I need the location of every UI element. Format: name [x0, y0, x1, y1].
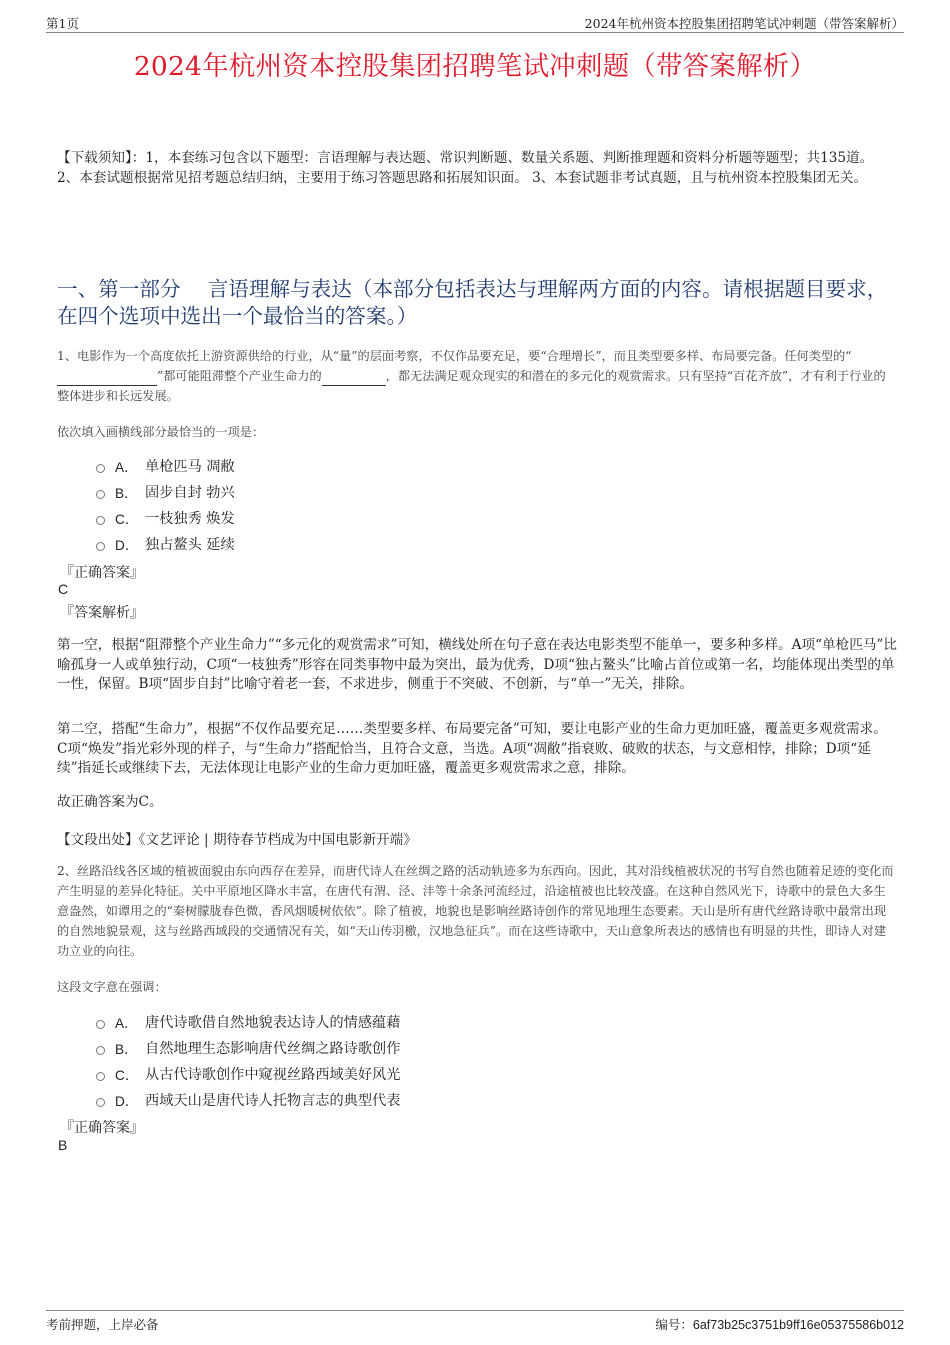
radio-icon[interactable]: [96, 1046, 105, 1055]
code-label: 编号：: [655, 1317, 693, 1332]
header-doc-title: 2024年杭州资本控股集团招聘笔试冲刺题（带答案解析）: [584, 16, 904, 31]
analysis-paragraph-2: 第二空，搭配“生命力”，根据“不仅作品要充足……类型要多样、布局要完备”可知，要让电影产业的生命力更加旺盛，覆盖更多观赏需求。C项“焕发”指光彩外现的样子，与“生命力”搭配恰当，且符合文意，当选。A项“凋敝”指衰败、破败的状态，与文意相悖，排除；D项“延续”指延长或继续下去，无法体现让电影产业的生命力更加旺盛，覆盖更多观赏需求之意，排除。: [57, 721, 887, 776]
q1-text-part-a: 1、电影作为一个高度依托上游资源供给的行业，从“量”的层面考察，不仅作品要充足，要“合理增长”，而且类型要多样、布局要完备。任何类型的“: [57, 349, 852, 363]
page-header: [46, 12, 904, 33]
radio-icon[interactable]: [96, 464, 105, 473]
question-1-options: [96, 453, 235, 557]
radio-icon[interactable]: [96, 1020, 105, 1029]
option-a[interactable]: [96, 453, 235, 479]
passage-source: 【文段出处】《文艺评论 | 期待春节档成为中国电影新开端》: [57, 832, 417, 848]
option-letter: D．: [115, 538, 139, 553]
answer-blank-1: [57, 371, 157, 386]
q1-text-part-c: ，都无法满足观众现实的和潜在的多元化的观赏需求。只有坚持“百花齐放”，才有利于行业的整体进步和长远发展。: [57, 369, 886, 403]
option-text: 从古代诗歌创作中窥视丝路西域美好风光: [145, 1067, 401, 1083]
radio-icon[interactable]: [96, 1072, 105, 1081]
option-letter: C．: [115, 1068, 139, 1083]
correct-answer: C: [58, 581, 69, 597]
answer-blank-2: [322, 371, 386, 386]
option-d[interactable]: [96, 531, 235, 557]
option-text: 独占鳌头 延续: [145, 537, 235, 553]
section-title: 一、第一部分 言语理解与表达（本部分包括表达与理解两方面的内容。请根据题目要求，在四个选项中选出一个最恰当的答案。）: [57, 277, 888, 328]
option-letter: D．: [115, 1094, 139, 1109]
page-footer: [46, 1310, 904, 1333]
option-a[interactable]: [96, 1009, 400, 1035]
option-letter: C．: [115, 512, 139, 527]
option-text: 一枝独秀 焕发: [145, 511, 235, 527]
option-letter: B．: [115, 1042, 138, 1057]
page-number: 第1页: [46, 16, 79, 31]
correct-answer-label: 『正确答案』: [60, 1120, 144, 1136]
option-letter: A．: [115, 460, 138, 475]
correct-answer-label: 『正确答案』: [60, 565, 144, 581]
option-letter: B．: [115, 486, 138, 501]
download-notice: 【下载须知】：1，本套练习包含以下题型：言语理解与表达题、常识判断题、数量关系题、判断推理题和资料分析题等题型；共135道。 2、本套试题根据常见招考题总结归纳，主要用于练习答题思路和拓展知识面。 3、本套试题非考试真题，且与杭州资本控股集团无关。: [57, 150, 874, 186]
question-2-prompt: 这段文字意在强调：: [57, 980, 167, 994]
option-c[interactable]: [96, 1061, 400, 1087]
option-text: 单枪匹马 凋敝: [145, 459, 235, 475]
option-letter: A．: [115, 1016, 138, 1031]
radio-icon[interactable]: [96, 542, 105, 551]
document-code: [655, 1315, 904, 1333]
option-c[interactable]: [96, 505, 235, 531]
question-1-prompt: 依次填入画横线部分最恰当的一项是：: [57, 425, 265, 439]
option-text: 固步自封 勃兴: [145, 485, 235, 501]
option-b[interactable]: [96, 479, 235, 505]
analysis-label: 『答案解析』: [60, 605, 144, 621]
radio-icon[interactable]: [96, 490, 105, 499]
radio-icon[interactable]: [96, 1098, 105, 1107]
option-text: 西域天山是唐代诗人托物言志的典型代表: [145, 1093, 401, 1109]
code-value: 6af73b25c3751b9ff16e05375586b012: [692, 1318, 904, 1332]
analysis-conclusion: 故正确答案为C。: [57, 794, 163, 810]
option-text: 唐代诗歌借自然地貌表达诗人的情感蕴藉: [145, 1015, 401, 1031]
analysis-paragraph-1: 第一空，根据“阻滞整个产业生命力”“多元化的观赏需求”可知，横线处所在句子意在表达电影类型不能单一，要多种多样。A项“单枪匹马”比喻孤身一人或单独行动，C项“一枝独秀”形容在同类事物中最为突出，最为优秀，D项“独占鳌头”比喻占首位或第一名，均能体现出类型的单一性，保留。B项“固步自封”比喻守着老一套，不求进步，侧重于不突破、不创新，与“单一”无关，排除。: [57, 637, 897, 692]
question-2-options: [96, 1009, 400, 1113]
correct-answer: B: [58, 1137, 68, 1153]
option-d[interactable]: [96, 1087, 400, 1113]
radio-icon[interactable]: [96, 516, 105, 525]
option-text: 自然地理生态影响唐代丝绸之路诗歌创作: [145, 1041, 401, 1057]
question-1-text: [57, 346, 897, 406]
document-title: 2024年杭州资本控股集团招聘笔试冲刺题（带答案解析）: [133, 51, 817, 82]
question-2-text: 2、丝路沿线各区域的植被面貌由东向西存在差异，而唐代诗人在丝绸之路的活动轨迹多为东西向。因此，其对沿线植被状况的书写自然也随着足迹的变化而产生明显的差异化特征。关中平原地区降水丰富，在唐代有渭、泾、沣等十余条河流经过，沿途植被也比较茂盛。在这种自然风光下，诗歌中的景色大多生意盎然，如谭用之的“秦树朦胧春色微，香风烟暖树依依”。除了植被，地貌也是影响丝路诗创作的常见地理生态要素。天山是所有唐代丝路诗歌中最常出现的自然地貌景观，这与丝路西域段的交通情况有关，如“天山传羽檄，汉地急征兵”。而在这些诗歌中，天山意象所表达的感情也有明显的共性，即诗人对建功立业的向往。: [57, 864, 894, 958]
q1-text-part-b: ”都可能阻滞整个产业生命力的: [157, 369, 322, 383]
option-b[interactable]: [96, 1035, 400, 1061]
footer-slogan: 考前押题，上岸必备: [46, 1317, 159, 1332]
